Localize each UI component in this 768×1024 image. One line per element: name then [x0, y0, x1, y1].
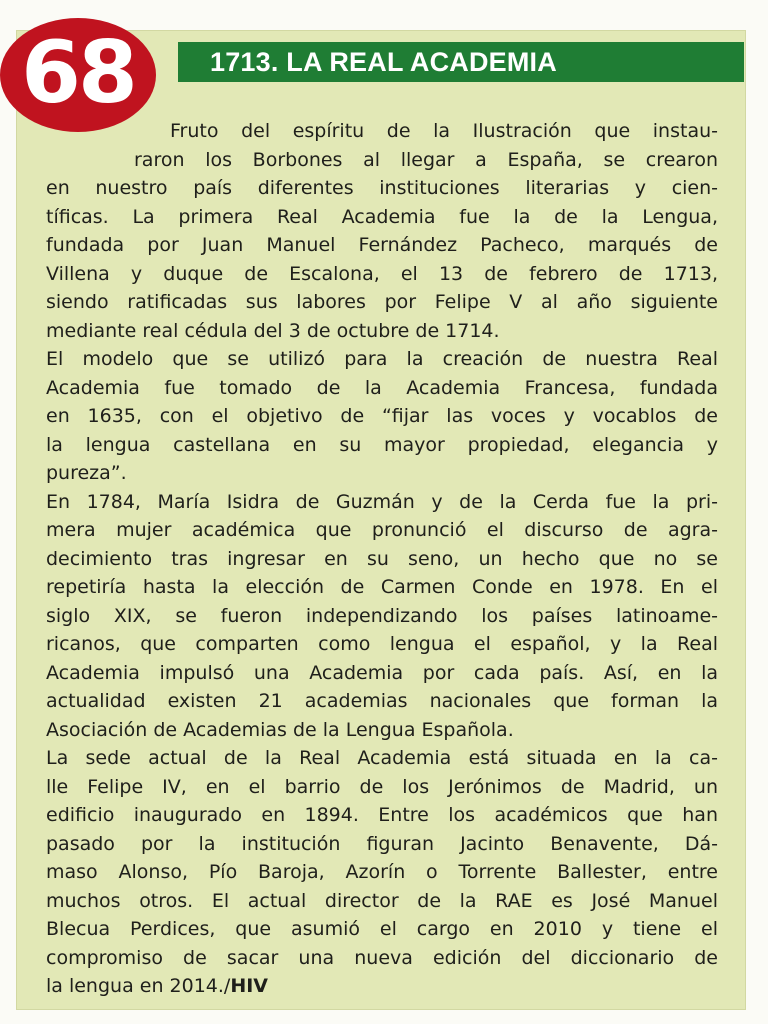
body-line: en 1635, con el objetivo de “fijar las voces y vocablos de [46, 405, 718, 427]
body-line: muchos otros. El actual director de la RAE es José Manuel [46, 889, 718, 912]
body-line: maso Alonso, Pío Baroja, Azorín o Torrente Ballester, entre [46, 861, 718, 883]
body-line: lle Felipe IV, en el barrio de los Jerónimos de Madrid, un [46, 775, 718, 798]
body-line: Blecua Perdices, que asumió el cargo en 2010 y tiene el [46, 918, 718, 940]
body-line: la lengua castellana en su mayor propiedad, elegancia y [46, 433, 718, 456]
body-line: En 1784, María Isidra de Guzmán y de la Cerda fue la pri- [46, 490, 718, 513]
body-line: pureza”. [46, 462, 127, 484]
body-line: El modelo que se utilizó para la creación de nuestra Real [46, 348, 718, 370]
body-line-final [46, 972, 718, 1001]
body-line: siendo ratificadas sus labores por Felipe V al año siguiente [46, 291, 718, 313]
body-line: actualidad existen 21 academias nacionales que forman la [46, 690, 718, 712]
body-line: ricanos, que comparten como lengua el español, y la Real [46, 633, 718, 655]
body-line: mediante real cédula del 3 de octubre de 1714. [46, 319, 500, 342]
body-line: Academia fue tomado de la Academia Francesa, fundada [46, 376, 718, 399]
article-title: 1713. LA REAL ACADEMIA [210, 46, 557, 77]
body-line: repetiría hasta la elección de Carmen Conde en 1978. En el [46, 576, 718, 598]
body-line: siglo XIX, se fueron independizando los países latinoame- [46, 604, 718, 627]
body-line: Villena y duque de Escalona, el 13 de febrero de 1713, [46, 262, 718, 285]
body-line: en nuestro país diferentes instituciones literarias y cien- [46, 177, 718, 199]
body-line: pasado por la institución figuran Jacinto Benavente, Dá- [46, 832, 718, 855]
body-line: Fruto del espíritu de la Ilustración que instau- [170, 120, 718, 142]
body-line: fundada por Juan Manuel Fernández Pacheco, marqués de [46, 234, 718, 256]
body-line: Academia impulsó una Academia por cada país. Así, en la [46, 661, 718, 684]
article-body [46, 117, 718, 1001]
body-line: edificio inaugurado en 1894. Entre los académicos que han [46, 804, 718, 826]
body-line: La sede actual de la Real Academia está situada en la ca- [46, 747, 718, 769]
title-bar [178, 42, 744, 82]
body-line: tíficas. La primera Real Academia fue la de la Lengua, [46, 205, 718, 228]
body-line: compromiso de sacar una nueva edición del diccionario de [46, 946, 718, 969]
body-line: Asociación de Academias de la Lengua Española. [46, 718, 514, 741]
body-line: decimiento tras ingresar en su seno, un hecho que no se [46, 547, 718, 570]
body-line: raron los Borbones al llegar a España, se crearon [134, 148, 718, 171]
body-line: mera mujer académica que pronunció el discurso de agra- [46, 519, 718, 541]
author-signature: HIV [230, 975, 269, 997]
body-line-text: la lengua en 2014./ [46, 975, 231, 997]
badge-number: 68 [21, 23, 135, 123]
number-badge [0, 18, 156, 132]
